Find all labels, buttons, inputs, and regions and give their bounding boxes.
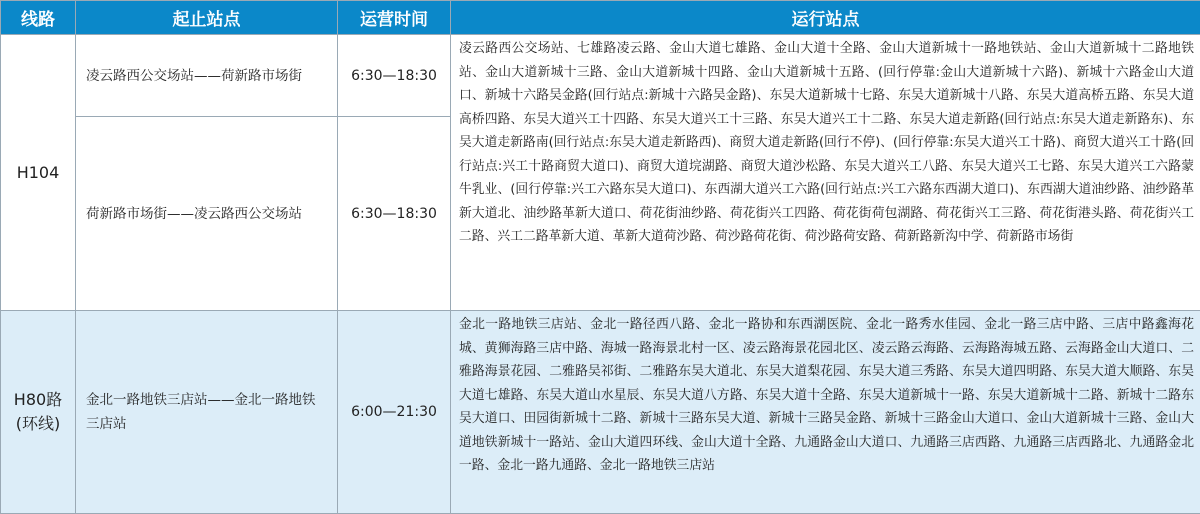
route-name-h80 — [1, 311, 76, 514]
table-row-h80 — [1, 311, 1200, 514]
route-name-h104 — [1, 35, 76, 311]
route-label: H80路 — [3, 388, 73, 412]
stops-h80: 金北一路地铁三店站、金北一路径西八路、金北一路协和东西湖医院、金北一路秀水佳园、金北一路三店中路、三店中路鑫海花城、黄狮海路三店中路、海城一路海景北村一区、凌云路海景花园北区、凌云路云海路、云海路海城五路、云海路金山大道口、二雅路海景花园、二雅路吴祁街、二雅路东吴大道北、东吴大道梨花园、东吴大道三秀路、东吴大道四明路、东吴大道大顺路、东吴大道七雄路、东吴大道山水星辰、东吴大道八方路、东吴大道十全路、东吴大道新城十一路、东吴大道新城十二路、新城十二路东吴大道口、田园街新城十二路、新城十三路东吴大道、新城十三路吴金路、新城十三路金山大道口、金山大道新城十三路、金山大道地铁新城十一路站、金山大道四环线、金山大道十全路、九通路金山大道口、九通路三店西路、九通路三店西路北、九通路金北一路、金北一路九通路、金北一路地铁三店站 — [451, 311, 1200, 514]
table-header-row — [1, 1, 1200, 35]
header-start-end: 起止站点 — [76, 1, 338, 35]
header-route: 线路 — [1, 1, 76, 35]
route-label: H104 — [17, 163, 60, 182]
table-row-h104-dir1 — [1, 35, 1200, 117]
start-end-h80: 金北一路地铁三店站——金北一路地铁三店站 — [76, 311, 338, 514]
hours-h104-dir2: 6:30—18:30 — [338, 117, 451, 311]
header-stops: 运行站点 — [451, 1, 1200, 35]
start-end-h104-dir1: 凌云路西公交场站——荷新路市场街 — [76, 35, 338, 117]
hours-h80: 6:00—21:30 — [338, 311, 451, 514]
hours-h104-dir1: 6:30—18:30 — [338, 35, 451, 117]
stops-h104: 凌云路西公交场站、七雄路凌云路、金山大道七雄路、金山大道十全路、金山大道新城十一路地铁站、金山大道新城十二路地铁站、金山大道新城十三路、金山大道新城十四路、金山大道新城十五路、(回行停靠:金山大道新城十六路)、新城十六路金山大道口、新城十六路吴金路(回行站点:新城十六路吴金路)、东吴大道新城十七路、东吴大道新城十八路、东吴大道高桥五路、东吴大道高桥四路、东吴大道兴工十四路、东吴大道兴工十三路、东吴大道兴工十二路、东吴大道走新路(回行站点:东吴大道走新路东)、东吴大道走新路南(回行站点:东吴大道走新路西)、商贸大道走新路(回行不停)、(回行停靠:东吴大道兴工十路)、商贸大道兴工十路(回行站点:兴工十路商贸大道口)、商贸大道垸湖路、商贸大道沙松路、东吴大道兴工八路、东吴大道兴工七路、东吴大道兴工六路蒙牛乳业、(回行停靠:兴工六路东吴大道口)、东西湖大道兴工六路(回行站点:兴工六路东西湖大道口)、东西湖大道油纱路、油纱路革新大道北、油纱路革新大道口、荷花街油纱路、荷花街兴工四路、荷花街荷包湖路、荷花街兴工三路、荷花街港头路、荷花街兴工二路、兴工二路革新大道、革新大道荷沙路、荷沙路荷花街、荷沙路荷安路、荷新路新沟中学、荷新路市场街 — [451, 35, 1200, 311]
header-hours: 运营时间 — [338, 1, 451, 35]
start-end-h104-dir2: 荷新路市场街——凌云路西公交场站 — [76, 117, 338, 311]
route-note: (环线) — [3, 412, 73, 436]
